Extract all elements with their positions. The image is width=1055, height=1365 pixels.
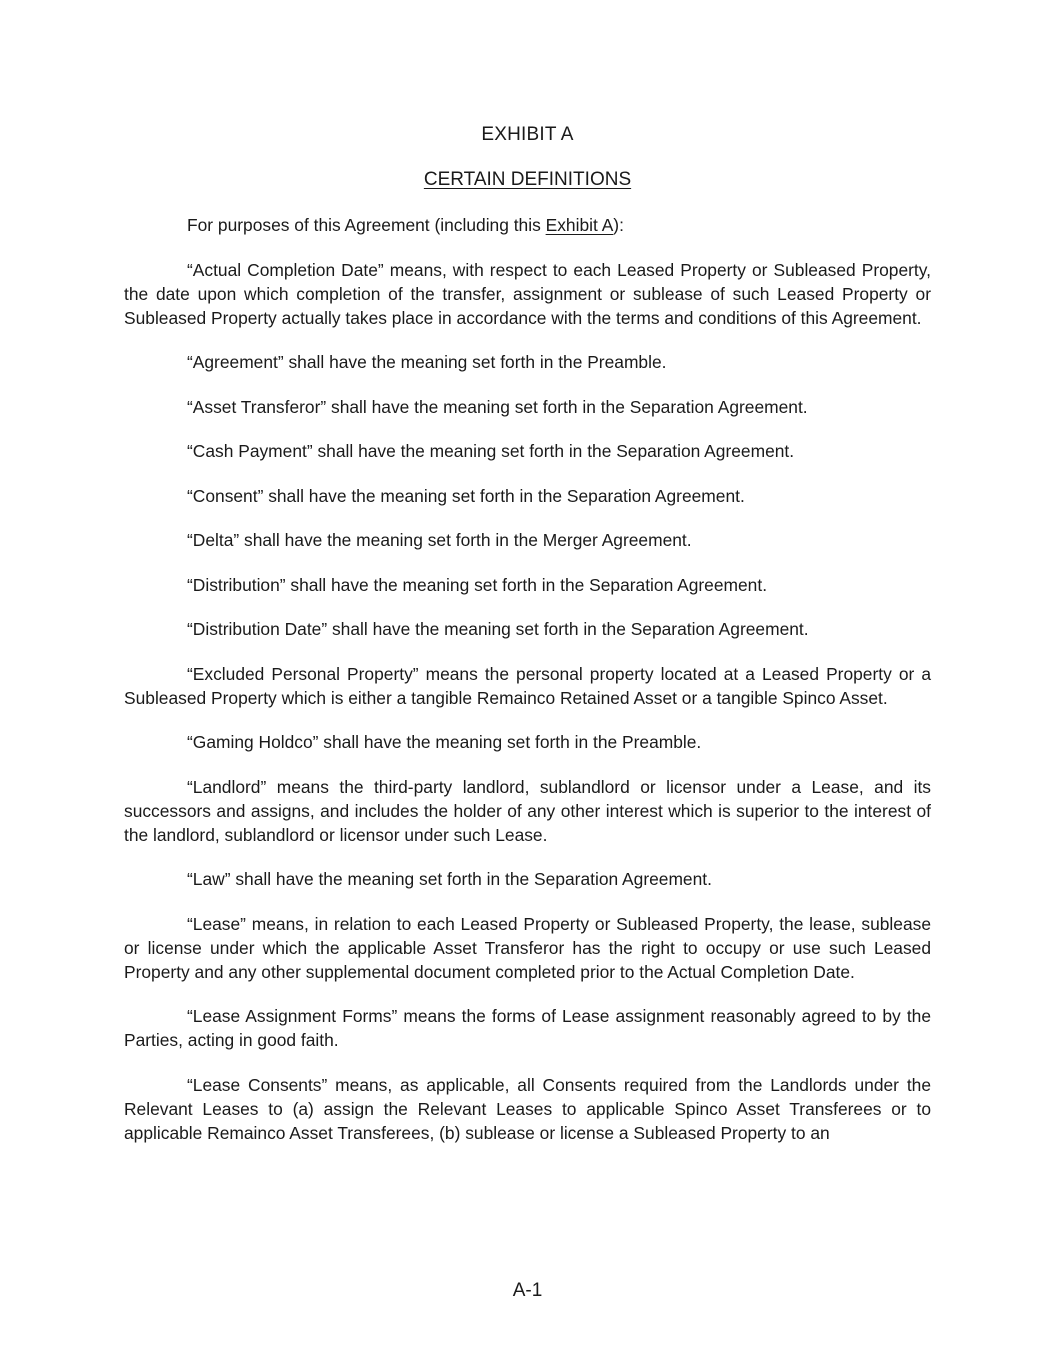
exhibit-reference: Exhibit A	[545, 215, 614, 235]
exhibit-title: EXHIBIT A	[481, 124, 574, 145]
definition-term: “Lease”	[187, 913, 246, 934]
section-title-text: CERTAIN DEFINITIONS	[423, 169, 632, 190]
definition-paragraph	[124, 573, 931, 597]
definition-term: “Lease Assignment Forms”	[187, 1006, 398, 1026]
definition-paragraph	[124, 775, 931, 847]
definition-text: shall have the meaning set forth in the Separation Agreement.	[285, 574, 768, 595]
definition-text: means, as applicable, all Consents required from the Landlords under the Relevant Leases to (a) assign the Relevant Leases to applicable Spinco Asset Transferees or to applicable Remainco Asset Transferees, (b) sublease or license a Subleased Property to an	[124, 1074, 931, 1143]
definition-paragraph	[124, 617, 931, 641]
definition-paragraph	[124, 1073, 931, 1145]
intro-paragraph	[124, 213, 931, 237]
definition-paragraph	[124, 912, 931, 984]
definition-paragraph	[124, 439, 931, 463]
intro-text-after: ):	[613, 215, 624, 235]
definition-paragraph	[124, 662, 931, 710]
definition-paragraph	[124, 528, 931, 552]
definition-term: “Agreement”	[187, 352, 284, 372]
definition-text: shall have the meaning set forth in the Separation Agreement.	[327, 619, 809, 639]
definition-term: “Actual Completion Date”	[187, 259, 384, 280]
definition-text: shall have the meaning set forth in the Separation Agreement.	[312, 441, 795, 461]
definition-paragraph	[124, 395, 931, 419]
page-number: A-1	[512, 1280, 543, 1301]
section-title	[124, 169, 931, 191]
definition-term: “Law”	[187, 869, 231, 889]
definition-text: means, in relation to each Leased Property or Subleased Property, the lease, sublease or license under which the applicable Asset Transferor has the right to occupy or use such Leased Property and any other supplemental document completed prior to the Actual Completion Date.	[124, 913, 931, 982]
definition-paragraph	[124, 1004, 931, 1052]
definition-term: “Landlord”	[187, 776, 267, 797]
definition-text: shall have the meaning set forth in the Preamble.	[283, 352, 667, 372]
definition-term: “Distribution”	[187, 574, 286, 595]
definition-term: “Gaming Holdco”	[187, 732, 319, 752]
definition-paragraph	[124, 258, 931, 330]
definition-term: “Asset Transferor”	[187, 396, 327, 417]
definition-text: means the third-party landlord, sublandlord or licensor under a Lease, and its successors and assigns, and includes the holder of any other interest which is superior to the interest of the landlord, sublandlord or licensor under such Lease.	[124, 776, 931, 845]
definitions-body	[124, 213, 931, 1145]
definition-text: means the forms of Lease assignment reasonably agreed to by the Parties, acting in good faith.	[124, 1006, 932, 1050]
definition-text: means the personal property located at a Leased Property or a Subleased Property which is either a tangible Remainco Retained Asset or a tangible Spinco Asset.	[124, 663, 931, 708]
definition-text: shall have the meaning set forth in the Separation Agreement.	[230, 869, 712, 889]
definition-paragraph	[124, 484, 931, 508]
definition-paragraph	[124, 350, 931, 374]
definition-text: shall have the meaning set forth in the Separation Agreement.	[326, 396, 808, 417]
definition-term: “Cash Payment”	[187, 441, 313, 461]
definition-paragraph	[124, 730, 931, 754]
definition-term: “Lease Consents”	[187, 1074, 328, 1095]
definition-text: shall have the meaning set forth in the Preamble.	[318, 732, 702, 752]
definition-text: shall have the meaning set forth in the Separation Agreement.	[263, 485, 745, 506]
definition-term: “Delta”	[187, 530, 240, 550]
definition-text: means, with respect to each Leased Property or Subleased Property, the date upon which completion of the transfer, assignment or sublease of such Leased Property or Subleased Property actually takes place in accordance with the terms and conditions of this Agreement.	[124, 259, 931, 328]
intro-text-before: For purposes of this Agreement (including this	[187, 215, 546, 235]
definition-term: “Distribution Date”	[187, 619, 328, 639]
definition-paragraph	[124, 867, 931, 891]
definition-term: “Excluded Personal Property”	[187, 663, 419, 684]
definition-term: “Consent”	[187, 485, 264, 506]
definition-text: shall have the meaning set forth in the Merger Agreement.	[239, 530, 692, 550]
